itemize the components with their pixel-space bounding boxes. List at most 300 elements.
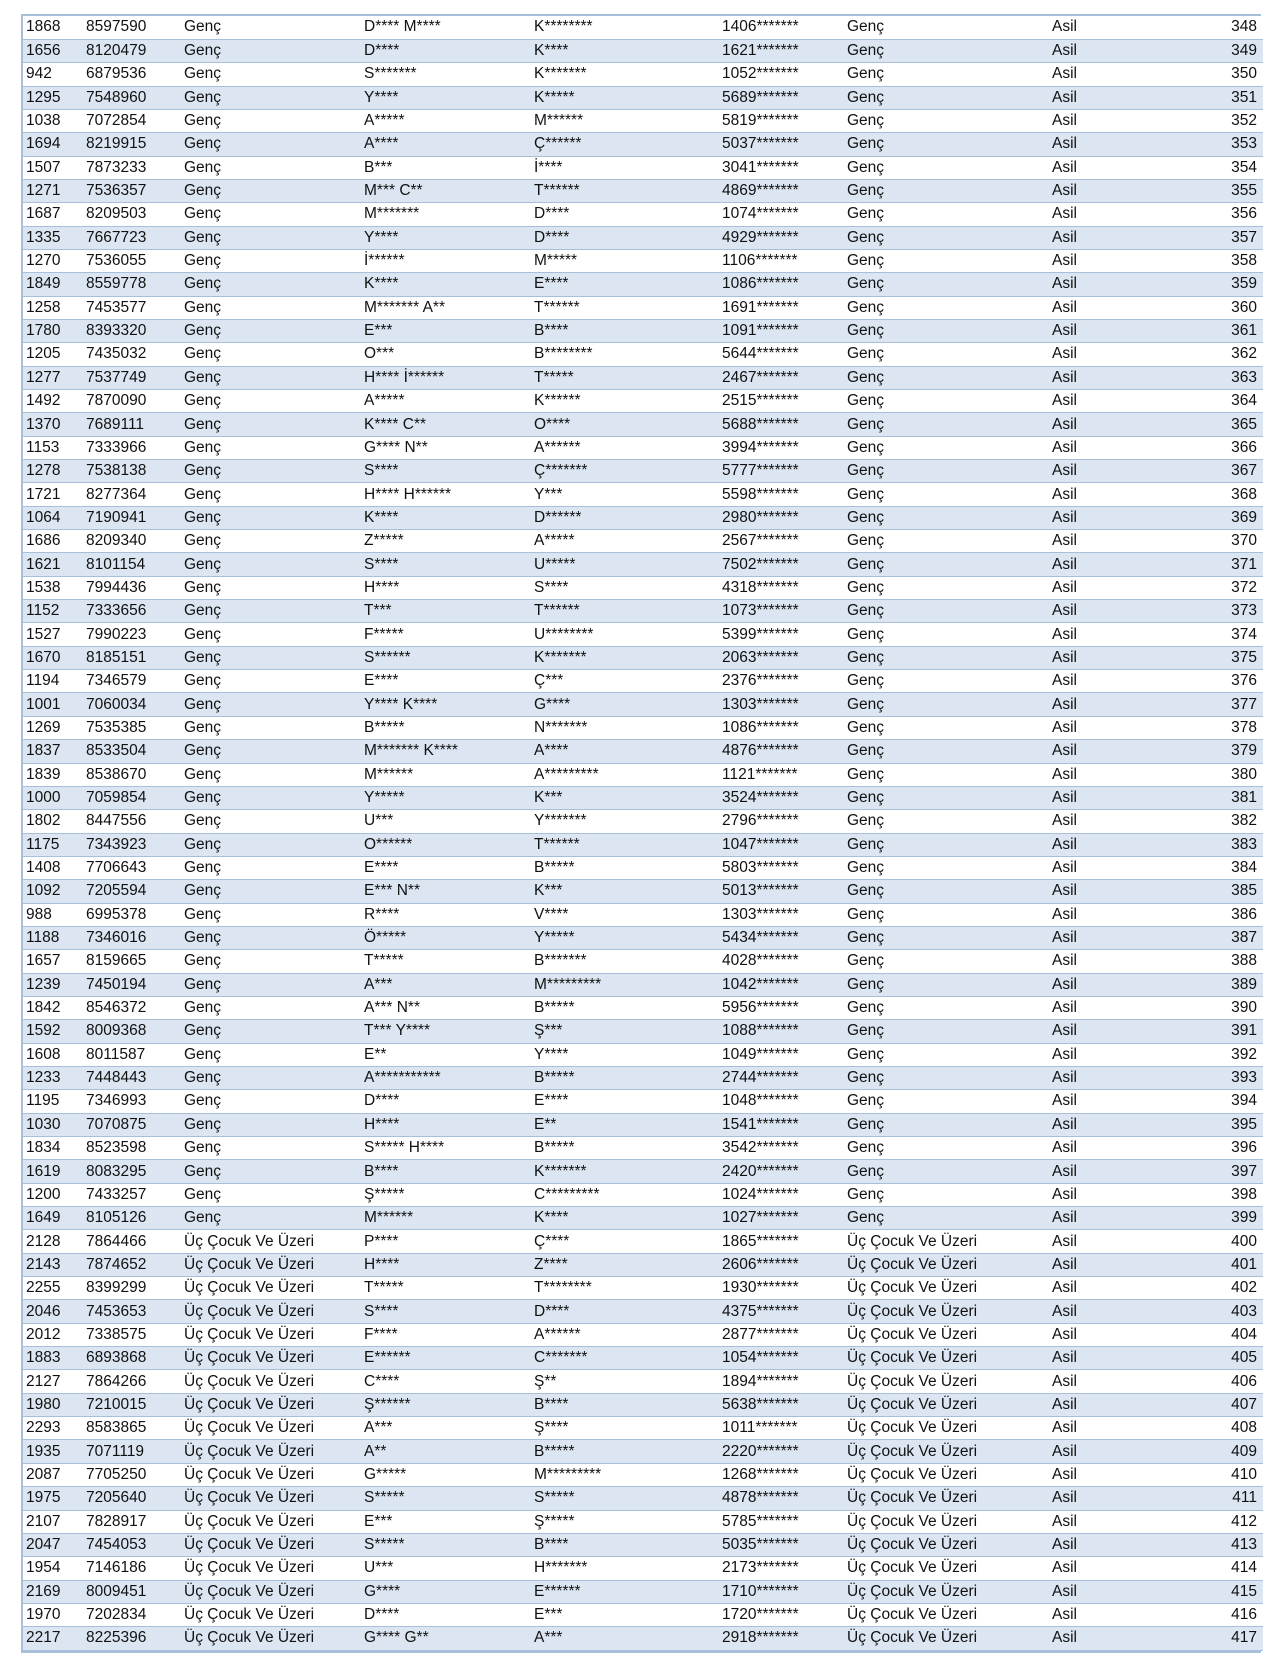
cell-category: Genç <box>181 530 361 553</box>
cell-application-no: 1205 <box>23 343 83 366</box>
cell-category: Üç Çocuk Ve Üzeri <box>181 1417 361 1440</box>
cell-first-name-masked: E** <box>361 1043 531 1066</box>
cell-reference-no: 7190941 <box>83 506 181 529</box>
cell-last-name-masked: A****** <box>531 436 719 459</box>
table-row <box>23 576 1263 599</box>
cell-rank: 349 <box>1149 39 1263 62</box>
cell-reference-no: 7705250 <box>83 1463 181 1486</box>
cell-rank: 384 <box>1149 856 1263 879</box>
cell-category: Genç <box>181 203 361 226</box>
cell-id-number-masked: 1011******* <box>719 1417 844 1440</box>
cell-last-name-masked: K**** <box>531 1207 719 1230</box>
cell-rank: 417 <box>1149 1627 1263 1650</box>
cell-id-number-masked: 4878******* <box>719 1487 844 1510</box>
cell-id-number-masked: 4929******* <box>719 226 844 249</box>
cell-first-name-masked: Y**** <box>361 86 531 109</box>
cell-quota-type: Genç <box>844 1183 1049 1206</box>
cell-first-name-masked: E*** N** <box>361 880 531 903</box>
cell-rank: 348 <box>1149 16 1263 39</box>
cell-quota-type: Üç Çocuk Ve Üzeri <box>844 1440 1049 1463</box>
cell-category: Üç Çocuk Ve Üzeri <box>181 1603 361 1626</box>
cell-quota-type: Genç <box>844 203 1049 226</box>
cell-reference-no: 8559778 <box>83 273 181 296</box>
cell-rank: 361 <box>1149 319 1263 342</box>
cell-last-name-masked: Y**** <box>531 1043 719 1066</box>
cell-id-number-masked: 1121******* <box>719 763 844 786</box>
cell-last-name-masked: B**** <box>531 319 719 342</box>
cell-quota-type: Genç <box>844 646 1049 669</box>
cell-reference-no: 7433257 <box>83 1183 181 1206</box>
cell-application-no: 1686 <box>23 530 83 553</box>
cell-category: Genç <box>181 833 361 856</box>
cell-quota-type: Genç <box>844 880 1049 903</box>
cell-first-name-masked: S**** <box>361 460 531 483</box>
cell-last-name-masked: Ç**** <box>531 1230 719 1253</box>
cell-quota-type: Genç <box>844 343 1049 366</box>
cell-last-name-masked: T****** <box>531 296 719 319</box>
cell-category: Üç Çocuk Ve Üzeri <box>181 1230 361 1253</box>
cell-status: Asil <box>1049 16 1149 39</box>
cell-category: Genç <box>181 926 361 949</box>
cell-rank: 378 <box>1149 716 1263 739</box>
cell-first-name-masked: O*** <box>361 343 531 366</box>
cell-category: Üç Çocuk Ve Üzeri <box>181 1627 361 1650</box>
cell-quota-type: Genç <box>844 1160 1049 1183</box>
cell-application-no: 1656 <box>23 39 83 62</box>
cell-rank: 356 <box>1149 203 1263 226</box>
cell-category: Genç <box>181 1020 361 1043</box>
cell-quota-type: Genç <box>844 670 1049 693</box>
cell-category: Genç <box>181 856 361 879</box>
cell-last-name-masked: N******* <box>531 716 719 739</box>
cell-first-name-masked: A***** <box>361 390 531 413</box>
cell-id-number-masked: 2980******* <box>719 506 844 529</box>
cell-id-number-masked: 1047******* <box>719 833 844 856</box>
cell-id-number-masked: 1024******* <box>719 1183 844 1206</box>
cell-id-number-masked: 2220******* <box>719 1440 844 1463</box>
table-row <box>23 1043 1263 1066</box>
table-row <box>23 319 1263 342</box>
cell-category: Genç <box>181 786 361 809</box>
cell-rank: 377 <box>1149 693 1263 716</box>
table-row <box>23 600 1263 623</box>
cell-first-name-masked: T***** <box>361 950 531 973</box>
cell-last-name-masked: Ç****** <box>531 133 719 156</box>
cell-first-name-masked: E*** <box>361 1510 531 1533</box>
cell-last-name-masked: D**** <box>531 1300 719 1323</box>
cell-last-name-masked: E**** <box>531 1090 719 1113</box>
cell-rank: 362 <box>1149 343 1263 366</box>
cell-reference-no: 8533504 <box>83 740 181 763</box>
cell-rank: 403 <box>1149 1300 1263 1323</box>
cell-id-number-masked: 1268******* <box>719 1463 844 1486</box>
cell-reference-no: 8120479 <box>83 39 181 62</box>
cell-status: Asil <box>1049 86 1149 109</box>
cell-first-name-masked: H**** H****** <box>361 483 531 506</box>
cell-quota-type: Genç <box>844 833 1049 856</box>
cell-status: Asil <box>1049 1253 1149 1276</box>
cell-reference-no: 8101154 <box>83 553 181 576</box>
cell-application-no: 1258 <box>23 296 83 319</box>
cell-id-number-masked: 5434******* <box>719 926 844 949</box>
cell-quota-type: Genç <box>844 156 1049 179</box>
cell-id-number-masked: 1086******* <box>719 716 844 739</box>
cell-last-name-masked: D**** <box>531 226 719 249</box>
cell-application-no: 1194 <box>23 670 83 693</box>
cell-quota-type: Genç <box>844 460 1049 483</box>
table-row <box>23 1277 1263 1300</box>
cell-reference-no: 8159665 <box>83 950 181 973</box>
cell-quota-type: Üç Çocuk Ve Üzeri <box>844 1603 1049 1626</box>
cell-last-name-masked: Ş**** <box>531 1417 719 1440</box>
cell-reference-no: 7205594 <box>83 880 181 903</box>
cell-first-name-masked: S***** H**** <box>361 1137 531 1160</box>
cell-id-number-masked: 1052******* <box>719 63 844 86</box>
cell-reference-no: 8546372 <box>83 996 181 1019</box>
cell-reference-no: 8209503 <box>83 203 181 226</box>
cell-first-name-masked: A** <box>361 1440 531 1463</box>
cell-rank: 371 <box>1149 553 1263 576</box>
cell-reference-no: 7689111 <box>83 413 181 436</box>
cell-quota-type: Genç <box>844 273 1049 296</box>
cell-last-name-masked: D****** <box>531 506 719 529</box>
table-row <box>23 833 1263 856</box>
cell-rank: 376 <box>1149 670 1263 693</box>
cell-first-name-masked: S***** <box>361 1487 531 1510</box>
table-row <box>23 413 1263 436</box>
cell-category: Genç <box>181 1090 361 1113</box>
cell-last-name-masked: B***** <box>531 1440 719 1463</box>
cell-id-number-masked: 4375******* <box>719 1300 844 1323</box>
cell-quota-type: Genç <box>844 1066 1049 1089</box>
cell-quota-type: Genç <box>844 1207 1049 1230</box>
cell-quota-type: Genç <box>844 296 1049 319</box>
cell-first-name-masked: G**** <box>361 1580 531 1603</box>
cell-reference-no: 7338575 <box>83 1323 181 1346</box>
table-row <box>23 973 1263 996</box>
table-row <box>23 950 1263 973</box>
cell-rank: 394 <box>1149 1090 1263 1113</box>
cell-id-number-masked: 2376******* <box>719 670 844 693</box>
cell-application-no: 1657 <box>23 950 83 973</box>
cell-rank: 416 <box>1149 1603 1263 1626</box>
cell-quota-type: Genç <box>844 249 1049 272</box>
cell-status: Asil <box>1049 1090 1149 1113</box>
cell-application-no: 1694 <box>23 133 83 156</box>
cell-reference-no: 7146186 <box>83 1557 181 1580</box>
cell-status: Asil <box>1049 1510 1149 1533</box>
table-row <box>23 856 1263 879</box>
cell-application-no: 1538 <box>23 576 83 599</box>
cell-first-name-masked: M****** <box>361 763 531 786</box>
cell-rank: 397 <box>1149 1160 1263 1183</box>
cell-status: Asil <box>1049 63 1149 86</box>
cell-quota-type: Genç <box>844 786 1049 809</box>
cell-application-no: 1721 <box>23 483 83 506</box>
cell-category: Üç Çocuk Ve Üzeri <box>181 1557 361 1580</box>
cell-category: Genç <box>181 39 361 62</box>
cell-status: Asil <box>1049 1207 1149 1230</box>
cell-last-name-masked: B**** <box>531 1393 719 1416</box>
cell-application-no: 1408 <box>23 856 83 879</box>
cell-category: Üç Çocuk Ve Üzeri <box>181 1393 361 1416</box>
cell-reference-no: 8447556 <box>83 810 181 833</box>
cell-application-no: 2143 <box>23 1253 83 1276</box>
cell-rank: 359 <box>1149 273 1263 296</box>
cell-category: Genç <box>181 646 361 669</box>
table-row <box>23 390 1263 413</box>
cell-reference-no: 8185151 <box>83 646 181 669</box>
cell-first-name-masked: T*** Y**** <box>361 1020 531 1043</box>
cell-application-no: 988 <box>23 903 83 926</box>
cell-application-no: 1153 <box>23 436 83 459</box>
cell-rank: 382 <box>1149 810 1263 833</box>
cell-last-name-masked: C******* <box>531 1347 719 1370</box>
table-row <box>23 1066 1263 1089</box>
cell-status: Asil <box>1049 1183 1149 1206</box>
cell-rank: 395 <box>1149 1113 1263 1136</box>
cell-reference-no: 7706643 <box>83 856 181 879</box>
cell-rank: 370 <box>1149 530 1263 553</box>
cell-category: Üç Çocuk Ve Üzeri <box>181 1370 361 1393</box>
cell-first-name-masked: A*** N** <box>361 996 531 1019</box>
cell-status: Asil <box>1049 553 1149 576</box>
cell-quota-type: Genç <box>844 530 1049 553</box>
table-row <box>23 483 1263 506</box>
cell-rank: 366 <box>1149 436 1263 459</box>
cell-application-no: 1975 <box>23 1487 83 1510</box>
cell-category: Genç <box>181 390 361 413</box>
cell-application-no: 1839 <box>23 763 83 786</box>
cell-rank: 375 <box>1149 646 1263 669</box>
cell-reference-no: 7060034 <box>83 693 181 716</box>
cell-status: Asil <box>1049 436 1149 459</box>
cell-id-number-masked: 7502******* <box>719 553 844 576</box>
cell-category: Genç <box>181 296 361 319</box>
table-row <box>23 273 1263 296</box>
cell-application-no: 1175 <box>23 833 83 856</box>
cell-first-name-masked: S**** <box>361 553 531 576</box>
cell-application-no: 2012 <box>23 1323 83 1346</box>
cell-rank: 396 <box>1149 1137 1263 1160</box>
cell-application-no: 1954 <box>23 1557 83 1580</box>
cell-application-no: 942 <box>23 63 83 86</box>
cell-first-name-masked: E*** <box>361 319 531 342</box>
cell-id-number-masked: 3524******* <box>719 786 844 809</box>
cell-last-name-masked: A**** <box>531 740 719 763</box>
cell-quota-type: Genç <box>844 133 1049 156</box>
cell-reference-no: 7864466 <box>83 1230 181 1253</box>
cell-application-no: 1802 <box>23 810 83 833</box>
cell-last-name-masked: A***** <box>531 530 719 553</box>
cell-first-name-masked: K**** <box>361 273 531 296</box>
cell-rank: 405 <box>1149 1347 1263 1370</box>
cell-status: Asil <box>1049 179 1149 202</box>
cell-rank: 351 <box>1149 86 1263 109</box>
cell-first-name-masked: Ş***** <box>361 1183 531 1206</box>
cell-last-name-masked: S**** <box>531 576 719 599</box>
cell-application-no: 2127 <box>23 1370 83 1393</box>
results-table <box>23 16 1263 1651</box>
cell-category: Genç <box>181 1113 361 1136</box>
cell-status: Asil <box>1049 1230 1149 1253</box>
cell-last-name-masked: T******** <box>531 1277 719 1300</box>
cell-id-number-masked: 2515******* <box>719 390 844 413</box>
cell-id-number-masked: 2918******* <box>719 1627 844 1650</box>
cell-application-no: 1780 <box>23 319 83 342</box>
table-row <box>23 693 1263 716</box>
cell-quota-type: Genç <box>844 763 1049 786</box>
cell-quota-type: Genç <box>844 623 1049 646</box>
cell-reference-no: 7454053 <box>83 1533 181 1556</box>
cell-id-number-masked: 5644******* <box>719 343 844 366</box>
cell-reference-no: 7990223 <box>83 623 181 646</box>
cell-application-no: 1092 <box>23 880 83 903</box>
cell-category: Genç <box>181 600 361 623</box>
cell-first-name-masked: M******* A** <box>361 296 531 319</box>
cell-id-number-masked: 5956******* <box>719 996 844 1019</box>
cell-category: Genç <box>181 319 361 342</box>
cell-last-name-masked: B***** <box>531 856 719 879</box>
cell-reference-no: 7548960 <box>83 86 181 109</box>
cell-first-name-masked: D**** M**** <box>361 16 531 39</box>
table-row <box>23 1113 1263 1136</box>
cell-first-name-masked: H**** <box>361 1113 531 1136</box>
cell-rank: 372 <box>1149 576 1263 599</box>
cell-application-no: 1492 <box>23 390 83 413</box>
cell-application-no: 2217 <box>23 1627 83 1650</box>
cell-quota-type: Genç <box>844 553 1049 576</box>
cell-quota-type: Genç <box>844 973 1049 996</box>
cell-status: Asil <box>1049 740 1149 763</box>
cell-status: Asil <box>1049 226 1149 249</box>
cell-application-no: 1277 <box>23 366 83 389</box>
cell-status: Asil <box>1049 343 1149 366</box>
cell-category: Genç <box>181 226 361 249</box>
cell-status: Asil <box>1049 1533 1149 1556</box>
cell-last-name-masked: K*** <box>531 880 719 903</box>
cell-first-name-masked: G***** <box>361 1463 531 1486</box>
cell-application-no: 1970 <box>23 1603 83 1626</box>
cell-id-number-masked: 1054******* <box>719 1347 844 1370</box>
cell-id-number-masked: 1930******* <box>719 1277 844 1300</box>
cell-id-number-masked: 1086******* <box>719 273 844 296</box>
cell-reference-no: 8597590 <box>83 16 181 39</box>
table-row <box>23 296 1263 319</box>
cell-last-name-masked: E** <box>531 1113 719 1136</box>
cell-first-name-masked: R**** <box>361 903 531 926</box>
cell-status: Asil <box>1049 1020 1149 1043</box>
cell-category: Genç <box>181 1043 361 1066</box>
cell-last-name-masked: B**** <box>531 1533 719 1556</box>
cell-last-name-masked: Ş*** <box>531 1020 719 1043</box>
cell-id-number-masked: 3994******* <box>719 436 844 459</box>
cell-first-name-masked: A*********** <box>361 1066 531 1089</box>
cell-reference-no: 8083295 <box>83 1160 181 1183</box>
cell-category: Genç <box>181 1183 361 1206</box>
cell-status: Asil <box>1049 1277 1149 1300</box>
cell-last-name-masked: K**** <box>531 39 719 62</box>
table-row <box>23 1207 1263 1230</box>
cell-rank: 386 <box>1149 903 1263 926</box>
table-row <box>23 623 1263 646</box>
cell-application-no: 1269 <box>23 716 83 739</box>
table-row <box>23 16 1263 39</box>
cell-status: Asil <box>1049 810 1149 833</box>
cell-id-number-masked: 2877******* <box>719 1323 844 1346</box>
cell-rank: 385 <box>1149 880 1263 903</box>
cell-quota-type: Üç Çocuk Ve Üzeri <box>844 1370 1049 1393</box>
cell-status: Asil <box>1049 646 1149 669</box>
cell-id-number-masked: 5035******* <box>719 1533 844 1556</box>
cell-id-number-masked: 1303******* <box>719 903 844 926</box>
cell-id-number-masked: 1091******* <box>719 319 844 342</box>
cell-reference-no: 7072854 <box>83 109 181 132</box>
cell-status: Asil <box>1049 1347 1149 1370</box>
cell-category: Genç <box>181 576 361 599</box>
cell-category: Genç <box>181 460 361 483</box>
cell-application-no: 2087 <box>23 1463 83 1486</box>
table-row <box>23 249 1263 272</box>
cell-quota-type: Genç <box>844 693 1049 716</box>
cell-status: Asil <box>1049 156 1149 179</box>
cell-quota-type: Genç <box>844 226 1049 249</box>
cell-category: Üç Çocuk Ve Üzeri <box>181 1440 361 1463</box>
cell-status: Asil <box>1049 1323 1149 1346</box>
cell-application-no: 1935 <box>23 1440 83 1463</box>
cell-id-number-masked: 1865******* <box>719 1230 844 1253</box>
cell-id-number-masked: 1894******* <box>719 1370 844 1393</box>
cell-quota-type: Genç <box>844 1020 1049 1043</box>
cell-status: Asil <box>1049 856 1149 879</box>
cell-id-number-masked: 2567******* <box>719 530 844 553</box>
cell-first-name-masked: E**** <box>361 670 531 693</box>
cell-status: Asil <box>1049 996 1149 1019</box>
cell-rank: 414 <box>1149 1557 1263 1580</box>
cell-id-number-masked: 1073******* <box>719 600 844 623</box>
table-row <box>23 903 1263 926</box>
cell-status: Asil <box>1049 1066 1149 1089</box>
cell-rank: 400 <box>1149 1230 1263 1253</box>
cell-application-no: 1834 <box>23 1137 83 1160</box>
cell-first-name-masked: S***** <box>361 1533 531 1556</box>
cell-quota-type: Üç Çocuk Ve Üzeri <box>844 1300 1049 1323</box>
table-row <box>23 1393 1263 1416</box>
cell-status: Asil <box>1049 786 1149 809</box>
cell-first-name-masked: A*** <box>361 973 531 996</box>
results-table-container <box>21 14 1261 1653</box>
cell-application-no: 2128 <box>23 1230 83 1253</box>
table-row <box>23 810 1263 833</box>
table-row <box>23 366 1263 389</box>
cell-id-number-masked: 1621******* <box>719 39 844 62</box>
cell-category: Genç <box>181 506 361 529</box>
table-row <box>23 1417 1263 1440</box>
cell-category: Genç <box>181 63 361 86</box>
cell-rank: 373 <box>1149 600 1263 623</box>
cell-rank: 358 <box>1149 249 1263 272</box>
cell-quota-type: Üç Çocuk Ve Üzeri <box>844 1580 1049 1603</box>
cell-reference-no: 7071119 <box>83 1440 181 1463</box>
cell-reference-no: 7453653 <box>83 1300 181 1323</box>
cell-category: Genç <box>181 273 361 296</box>
table-row <box>23 1137 1263 1160</box>
table-row <box>23 670 1263 693</box>
table-row <box>23 996 1263 1019</box>
cell-first-name-masked: A***** <box>361 109 531 132</box>
cell-rank: 409 <box>1149 1440 1263 1463</box>
cell-first-name-masked: K**** <box>361 506 531 529</box>
